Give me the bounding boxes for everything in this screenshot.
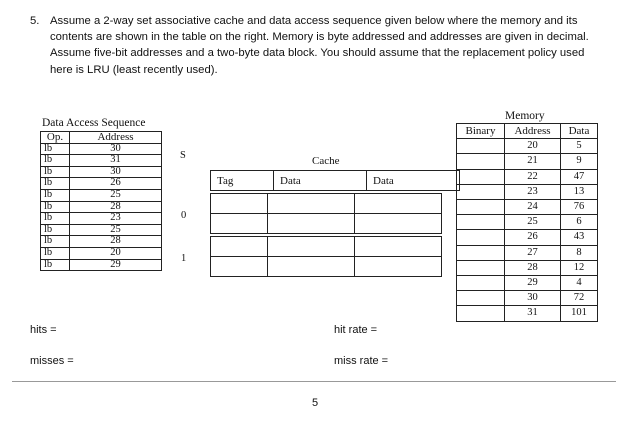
op-cell: lb — [41, 213, 70, 225]
sequence-row — [41, 189, 162, 201]
data-header-1: Data — [274, 171, 367, 191]
set-header: S — [180, 150, 186, 161]
address-cell: 30 — [70, 143, 162, 155]
address-cell: 25 — [70, 224, 162, 236]
op-cell: lb — [41, 236, 70, 248]
binary-cell — [457, 306, 505, 321]
mem-address-cell: 29 — [505, 276, 561, 291]
cache-cell — [268, 257, 355, 277]
access-sequence-table — [40, 131, 162, 271]
mem-data-cell: 76 — [561, 200, 598, 215]
memory-row — [457, 169, 598, 184]
memory-row — [457, 139, 598, 154]
sequence-row — [41, 166, 162, 178]
mem-data-cell: 9 — [561, 154, 598, 169]
memory-row — [457, 184, 598, 199]
op-cell: lb — [41, 178, 70, 190]
memory-row — [457, 306, 598, 321]
cache-cell — [268, 214, 355, 234]
op-cell: lb — [41, 224, 70, 236]
cache-cell — [211, 194, 268, 214]
sequence-row — [41, 236, 162, 248]
cache-cell — [355, 237, 442, 257]
page-number: 5 — [312, 397, 319, 409]
binary-cell — [457, 230, 505, 245]
memory-row — [457, 154, 598, 169]
mem-data-cell: 12 — [561, 260, 598, 275]
sequence-row — [41, 259, 162, 271]
op-cell: lb — [41, 155, 70, 167]
sequence-row — [41, 201, 162, 213]
cache-cell — [355, 257, 442, 277]
binary-cell — [457, 169, 505, 184]
mem-data-cell: 101 — [561, 306, 598, 321]
address-cell: 23 — [70, 213, 162, 225]
memory-row — [457, 260, 598, 275]
cache-cell — [355, 214, 442, 234]
address-cell: 26 — [70, 178, 162, 190]
binary-cell — [457, 139, 505, 154]
op-cell: lb — [41, 201, 70, 213]
cache-set-0 — [210, 193, 442, 234]
mem-address-cell: 24 — [505, 200, 561, 215]
binary-cell — [457, 291, 505, 306]
mem-address-cell: 25 — [505, 215, 561, 230]
sequence-row — [41, 247, 162, 259]
op-cell: lb — [41, 143, 70, 155]
mem-data-cell: 43 — [561, 230, 598, 245]
cache-cell — [355, 194, 442, 214]
set-label-1: 1 — [181, 253, 187, 264]
address-cell: 25 — [70, 189, 162, 201]
mem-address-header: Address — [505, 124, 561, 139]
tag-header: Tag — [211, 171, 274, 191]
binary-cell — [457, 260, 505, 275]
address-cell: 28 — [70, 201, 162, 213]
op-cell: lb — [41, 189, 70, 201]
binary-cell — [457, 184, 505, 199]
sequence-row — [41, 178, 162, 190]
cache-cell — [268, 194, 355, 214]
question — [30, 13, 600, 78]
cache-set-1 — [210, 236, 442, 277]
mem-address-cell: 20 — [505, 139, 561, 154]
sequence-row — [41, 213, 162, 225]
binary-cell — [457, 200, 505, 215]
op-header: Op. — [41, 132, 70, 144]
cache-cell — [211, 214, 268, 234]
memory-table — [456, 123, 598, 322]
address-cell: 29 — [70, 259, 162, 271]
sequence-title: Data Access Sequence — [42, 117, 146, 129]
address-cell: 28 — [70, 236, 162, 248]
sequence-row — [41, 143, 162, 155]
op-cell: lb — [41, 259, 70, 271]
set-label-0: 0 — [181, 210, 187, 221]
question-number: 5. — [30, 15, 40, 27]
sequence-row — [41, 155, 162, 167]
address-header: Address — [70, 132, 162, 144]
op-cell: lb — [41, 166, 70, 178]
mem-data-cell: 4 — [561, 276, 598, 291]
binary-cell — [457, 154, 505, 169]
address-cell: 30 — [70, 166, 162, 178]
mem-address-cell: 27 — [505, 245, 561, 260]
op-cell: lb — [41, 247, 70, 259]
mem-data-cell: 13 — [561, 184, 598, 199]
memory-title: Memory — [505, 110, 545, 122]
mem-address-cell: 26 — [505, 230, 561, 245]
mem-data-header: Data — [561, 124, 598, 139]
mem-address-cell: 28 — [505, 260, 561, 275]
hits-label: hits = — [30, 324, 57, 336]
mem-address-cell: 23 — [505, 184, 561, 199]
address-cell: 20 — [70, 247, 162, 259]
cache-cell — [268, 237, 355, 257]
memory-row — [457, 215, 598, 230]
mem-data-cell: 6 — [561, 215, 598, 230]
misses-label: misses = — [30, 355, 74, 367]
memory-row — [457, 291, 598, 306]
hit-rate-label: hit rate = — [334, 324, 378, 336]
miss-rate-label: miss rate = — [334, 355, 389, 367]
memory-row — [457, 245, 598, 260]
sequence-row — [41, 224, 162, 236]
mem-address-cell: 31 — [505, 306, 561, 321]
address-cell: 31 — [70, 155, 162, 167]
mem-address-cell: 22 — [505, 169, 561, 184]
mem-data-cell: 47 — [561, 169, 598, 184]
binary-cell — [457, 215, 505, 230]
mem-address-cell: 21 — [505, 154, 561, 169]
memory-row — [457, 200, 598, 215]
memory-row — [457, 230, 598, 245]
mem-data-cell: 72 — [561, 291, 598, 306]
cache-header-table — [210, 170, 460, 191]
mem-data-cell: 8 — [561, 245, 598, 260]
mem-data-cell: 5 — [561, 139, 598, 154]
binary-cell — [457, 276, 505, 291]
cache-cell — [211, 237, 268, 257]
mem-address-cell: 30 — [505, 291, 561, 306]
binary-cell — [457, 245, 505, 260]
data-header-2: Data — [367, 171, 460, 191]
memory-row — [457, 276, 598, 291]
cache-cell — [211, 257, 268, 277]
footer-divider — [12, 381, 616, 382]
cache-title: Cache — [312, 155, 340, 167]
binary-header: Binary — [457, 124, 505, 139]
question-text: Assume a 2-way set associative cache and data access sequence given below where the memory and its contents are shown in the table on the right. Memory is byte addressed and addresses are given in decimal. Assume five-bit addresses and a two-byte data block. You should assume that the replacement policy used here is LRU (least recently used). — [50, 15, 589, 76]
